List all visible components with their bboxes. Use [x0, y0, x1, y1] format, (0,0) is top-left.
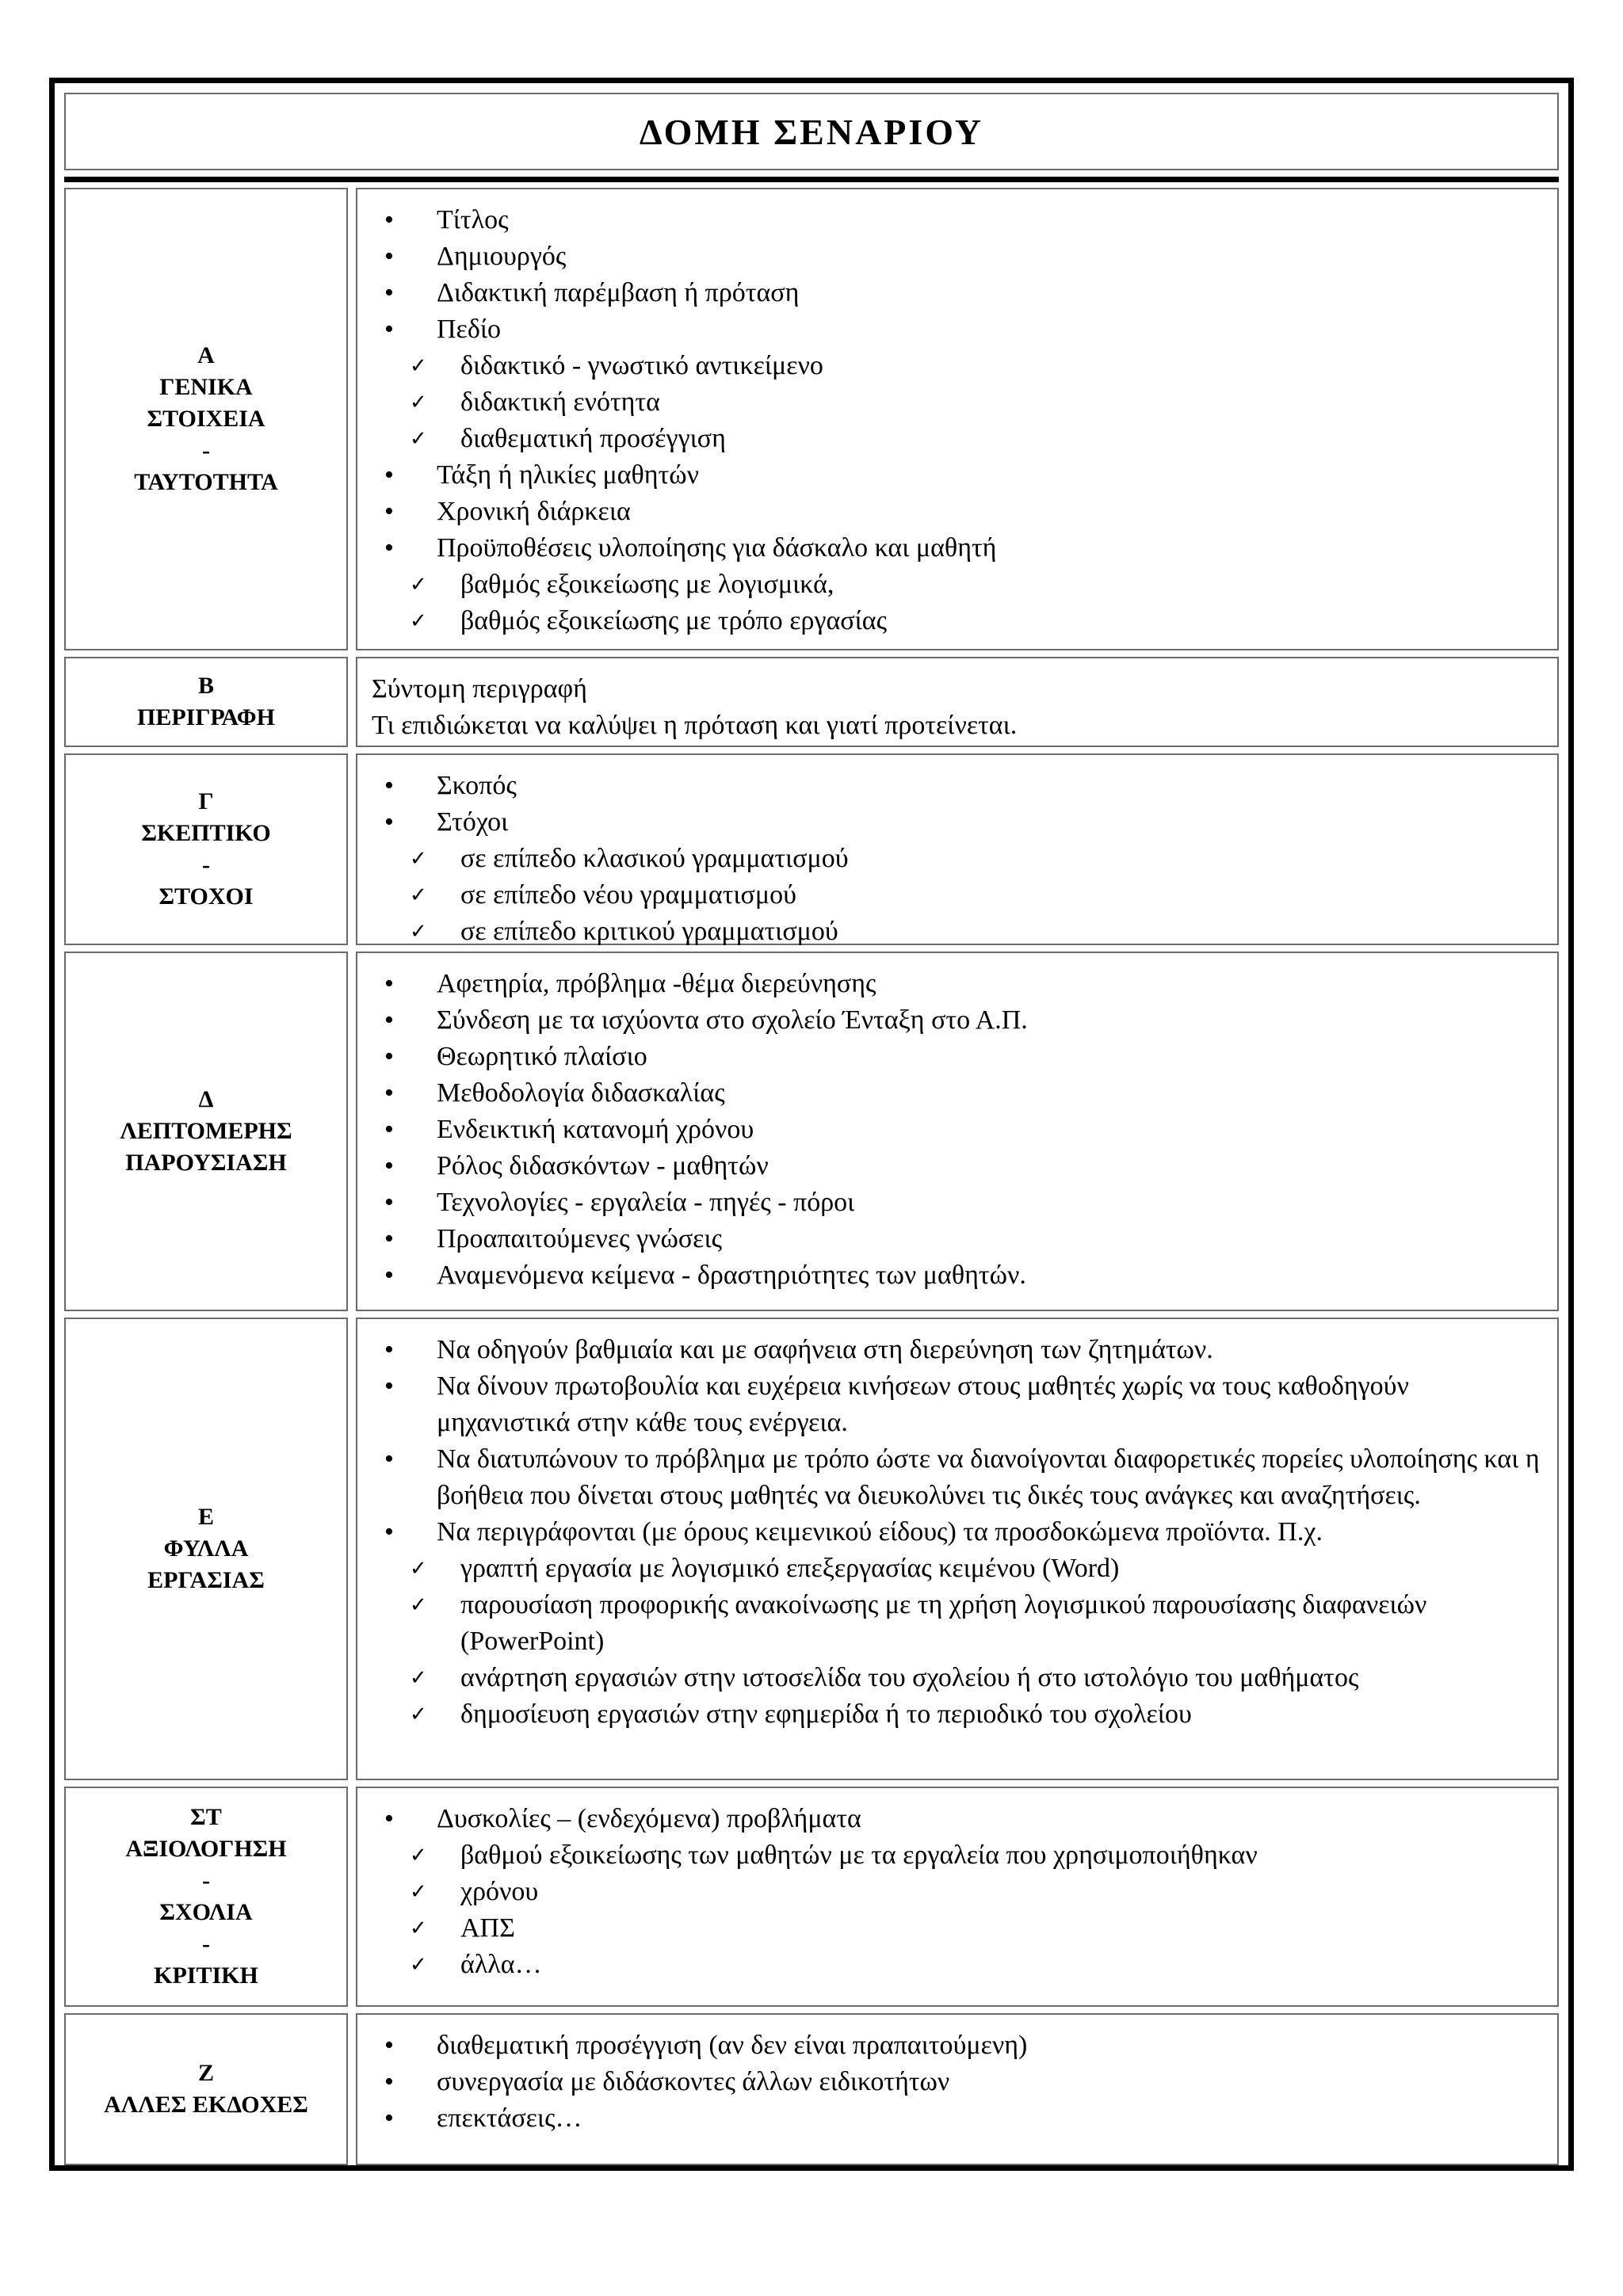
section-label: [64, 657, 348, 747]
section-label-line: Α: [197, 342, 215, 368]
checkmark-item: ✓ δημοσίευση εργασιών στην εφημερίδα ή το περιοδικό του σχολείου: [372, 1696, 1541, 1733]
checkmark-item: ✓ διαθεματική προσέγγιση: [372, 421, 1541, 457]
bullet-item: • επεκτάσεις…: [372, 2100, 1541, 2137]
bullet-item: • Να διατυπώνουν το πρόβλημα με τρόπο ώστε να διανοίγονται διαφορετικές πορείες υλοποίησης και η βοήθεια που δίνεται στους μαθητές να διευκολύνει τις δικές τους ανάγκες και αναζητήσεις.: [372, 1441, 1541, 1514]
section-label-line: Ε: [197, 1504, 214, 1530]
section-row: [64, 952, 1559, 1311]
checkmark-item: ✓ βαθμός εξοικείωσης με λογισμικά,: [372, 566, 1541, 603]
bullet-item: • Σκοπός: [372, 768, 1541, 804]
scenario-structure-table: [64, 93, 1559, 2156]
section-row: [64, 657, 1559, 747]
section-label-line: ΑΞΙΟΛΟΓΗΣΗ: [125, 1836, 287, 1862]
section-label-line: ΚΡΙΤΙΚΗ: [154, 1962, 258, 1989]
bullet-item: • Τεχνολογίες - εργαλεία - πηγές - πόροι: [372, 1184, 1541, 1221]
bullet-item: • Δημιουργός: [372, 238, 1541, 275]
bullet-item: • Τίτλος: [372, 202, 1541, 238]
checkmark-item: ✓ ΑΠΣ: [372, 1910, 1541, 1947]
checkmark-item: ✓ χρόνου: [372, 1874, 1541, 1910]
section-content: [356, 2013, 1559, 2165]
section-label: [64, 952, 348, 1311]
bullet-item: • Διδακτική παρέμβαση ή πρόταση: [372, 275, 1541, 311]
section-label-line: -: [202, 437, 210, 463]
bullet-item: • Τάξη ή ηλικίες μαθητών: [372, 457, 1541, 494]
checkmark-item: ✓ παρουσίαση προφορικής ανακοίνωσης με τη χρήση λογισμικού παρουσίασης διαφανειών (PowerPoint): [372, 1587, 1541, 1660]
bullet-item: • Ενδεικτική κατανομή χρόνου: [372, 1112, 1541, 1148]
bullet-item: • Αφετηρία, πρόβλημα -θέμα διερεύνησης: [372, 966, 1541, 1002]
bullet-item: • Να οδηγούν βαθμιαία και με σαφήνεια στη διερεύνηση των ζητημάτων.: [372, 1332, 1541, 1368]
section-label-line: Β: [197, 673, 214, 699]
section-row: [64, 1318, 1559, 1780]
section-row: [64, 2013, 1559, 2165]
section-label: [64, 1787, 348, 2007]
section-label-line: -: [201, 1867, 210, 1894]
checkmark-item: ✓ βαθμός εξοικείωσης με τρόπο εργασίας: [372, 603, 1541, 639]
checkmark-item: ✓ σε επίπεδο νέου γραμματισμού: [372, 877, 1541, 913]
section-label-line: ΠΕΡΙΓΡΑΦΗ: [136, 704, 276, 730]
section-label-line: ΠΑΡΟΥΣΙΑΣΗ: [125, 1150, 287, 1176]
document-title: ΔΟΜΗ ΣΕΝΑΡΙΟΥ: [639, 111, 984, 152]
title-cell: [64, 93, 1559, 170]
checkmark-item: ✓ διδακτικό - γνωστικό αντικείμενο: [372, 348, 1541, 384]
section-label-line: Δ: [198, 1086, 214, 1112]
bullet-item: • Δυσκολίες – (ενδεχόμενα) προβλήματα: [372, 1801, 1541, 1837]
bullet-item: • συνεργασία με διδάσκοντες άλλων ειδικοτήτων: [372, 2064, 1541, 2100]
section-row: [64, 1787, 1559, 2007]
section-content: [356, 952, 1559, 1311]
section-label: [64, 753, 348, 945]
bullet-item: • Χρονική διάρκεια: [372, 494, 1541, 530]
section-label-line: ΣΤΟΙΧΕΙΑ: [147, 406, 265, 432]
section-content: [356, 1787, 1559, 2007]
section-label-line: ΣΚΕΠΤΙΚΟ: [141, 820, 271, 846]
description-text: Σύντομη περιγραφή: [372, 674, 587, 704]
section-row: [64, 753, 1559, 945]
section-label-line: ΣΧΟΛΙΑ: [159, 1899, 253, 1925]
section-label-line: ΕΡΓΑΣΙΑΣ: [147, 1567, 265, 1593]
section-row: [64, 188, 1559, 650]
section-content: [356, 753, 1559, 945]
description-text: Τι επιδιώκεται να καλύψει η πρόταση και γιατί προτείνεται.: [372, 711, 1018, 740]
header-divider: [64, 177, 1559, 182]
section-label-line: Γ: [198, 788, 214, 814]
section-label: [64, 2013, 348, 2165]
section-label-line: ΤΑΥΤΟΤΗΤΑ: [134, 469, 278, 495]
section-label-line: ΦΥΛΛΑ: [163, 1535, 249, 1562]
section-label: [64, 1318, 348, 1780]
bullet-item: • Θεωρητικό πλαίσιο: [372, 1039, 1541, 1075]
checkmark-item: ✓ σε επίπεδο κλασικού γραμματισμού: [372, 841, 1541, 877]
section-label-line: ΣΤΟΧΟΙ: [158, 883, 254, 910]
section-content: [356, 1318, 1559, 1780]
section-content: [356, 188, 1559, 650]
bullet-item: • Να δίνουν πρωτοβουλία και ευχέρεια κινήσεων στους μαθητές χωρίς να τους καθοδηγούν μηχανιστικά στην κάθε τους ενέργεια.: [372, 1368, 1541, 1441]
section-label-line: -: [201, 852, 210, 878]
section-label-line: ΛΕΠΤΟΜΕΡΗΣ: [120, 1118, 292, 1144]
document-frame: [49, 78, 1574, 2171]
bullet-item: • Στόχοι: [372, 804, 1541, 841]
bullet-item: • Προαπαιτούμενες γνώσεις: [372, 1221, 1541, 1257]
bullet-item: • Πεδίο: [372, 311, 1541, 348]
bullet-item: • Σύνδεση με τα ισχύοντα στο σχολείο Ένταξη στο Α.Π.: [372, 1002, 1541, 1039]
section-label-line: Ζ: [197, 2060, 214, 2086]
bullet-item: • Να περιγράφονται (με όρους κειμενικού είδους) τα προσδοκώμενα προϊόντα. Π.χ.: [372, 1514, 1541, 1550]
checkmark-item: ✓ ανάρτηση εργασιών στην ιστοσελίδα του σχολείου ή στο ιστολόγιο του μαθήματος: [372, 1660, 1541, 1696]
section-label: [64, 188, 348, 650]
bullet-item: • Αναμενόμενα κείμενα - δραστηριότητες των μαθητών.: [372, 1257, 1541, 1294]
bullet-item: • διαθεματική προσέγγιση (αν δεν είναι πραπαιτούμενη): [372, 2027, 1541, 2064]
checkmark-item: ✓ διδακτική ενότητα: [372, 384, 1541, 421]
bullet-item: • Ρόλος διδασκόντων - μαθητών: [372, 1148, 1541, 1184]
section-label-line: ΣΤ: [190, 1804, 222, 1830]
checkmark-item: ✓ γραπτή εργασία με λογισμικό επεξεργασίας κειμένου (Word): [372, 1550, 1541, 1587]
section-label-line: ΑΛΛΕΣ ΕΚΔΟΧΕΣ: [104, 2092, 308, 2118]
section-label-line: -: [201, 1931, 210, 1957]
bullet-item: • Προϋποθέσεις υλοποίησης για δάσκαλο και μαθητή: [372, 530, 1541, 566]
checkmark-item: ✓ σε επίπεδο κριτικού γραμματισμού: [372, 913, 1541, 950]
section-label-line: ΓΕΝΙΚΑ: [159, 374, 253, 400]
bullet-item: • Μεθοδολογία διδασκαλίας: [372, 1075, 1541, 1112]
section-content: [356, 657, 1559, 747]
checkmark-item: ✓ άλλα…: [372, 1947, 1541, 1983]
checkmark-item: ✓ βαθμού εξοικείωσης των μαθητών με τα εργαλεία που χρησιμοποιήθηκαν: [372, 1837, 1541, 1874]
